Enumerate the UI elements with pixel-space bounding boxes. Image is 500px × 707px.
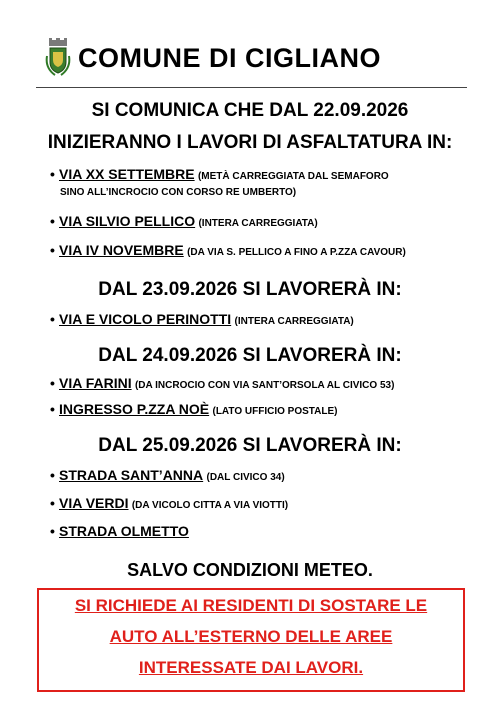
street-name: VIA E VICOLO PERINOTTI xyxy=(59,311,232,327)
street-note: (DA VIA S. PELLICO A FINO A P.ZZA CAVOUR) xyxy=(187,247,406,258)
street-name: VIA FARINI xyxy=(59,375,132,391)
street-note: (DAL CIVICO 34) xyxy=(206,472,285,483)
street-name: INGRESSO P.ZZA NOÈ xyxy=(59,401,210,417)
street-note: (INTERA CARREGGIATA) xyxy=(234,316,354,327)
list-item xyxy=(50,376,480,393)
street-name: VIA SILVIO PELLICO xyxy=(59,213,196,229)
street-note: (INTERA CARREGGIATA) xyxy=(198,218,318,229)
list-item xyxy=(50,214,480,231)
street-note: (LATO UFFICIO POSTALE) xyxy=(212,406,338,417)
street-name: STRADA SANT’ANNA xyxy=(59,467,204,483)
street-note-continued: SINO ALL’INCROCIO CON CORSO RE UMBERTO) xyxy=(60,187,297,198)
warning-line-3: INTERESSATE DAI LAVORI. xyxy=(138,658,364,677)
street-note: (DA INCROCIO CON VIA SANT’ORSOLA AL CIVICO 53) xyxy=(134,380,395,391)
bullet-icon: • xyxy=(50,495,55,511)
intro-line-1: SI COMUNICA CHE DAL 22.09.2026 xyxy=(91,100,409,121)
section-heading: DAL 24.09.2026 SI LAVORERÀ IN: xyxy=(98,345,402,366)
municipal-crest-icon xyxy=(45,38,71,78)
list-item xyxy=(50,312,480,329)
bullet-icon: • xyxy=(50,401,55,417)
weather-disclaimer: SALVO CONDIZIONI METEO. xyxy=(127,560,373,580)
street-name: VIA VERDI xyxy=(59,495,129,511)
bullet-icon: • xyxy=(50,242,55,258)
intro-line-2: INIZIERANNO I LAVORI DI ASFALTATURA IN: xyxy=(47,132,453,153)
warning-box xyxy=(37,588,465,692)
street-note: (METÀ CARREGGIATA DAL SEMAFORO xyxy=(197,171,389,182)
warning-line-2: AUTO ALL’ESTERNO DELLE AREE xyxy=(109,627,393,646)
bullet-icon: • xyxy=(50,311,55,327)
section-heading: DAL 25.09.2026 SI LAVORERÀ IN: xyxy=(98,435,402,456)
list-item xyxy=(50,524,480,541)
list-item xyxy=(50,243,480,260)
list-item xyxy=(50,496,480,513)
section-heading: DAL 23.09.2026 SI LAVORERÀ IN: xyxy=(98,279,402,300)
bullet-icon: • xyxy=(50,166,55,182)
list-item xyxy=(50,167,480,200)
street-name: VIA XX SETTEMBRE xyxy=(59,166,195,182)
warning-line-1: SI RICHIEDE AI RESIDENTI DI SOSTARE LE xyxy=(74,596,428,615)
list-item xyxy=(50,402,480,419)
header xyxy=(0,38,500,88)
page-title: COMUNE DI CIGLIANO xyxy=(78,43,381,73)
bullet-icon: • xyxy=(50,213,55,229)
divider xyxy=(36,87,467,88)
list-item xyxy=(50,468,480,485)
street-name: STRADA OLMETTO xyxy=(59,523,189,539)
street-note: (DA VICOLO CITTA A VIA VIOTTI) xyxy=(131,500,289,511)
bullet-icon: • xyxy=(50,375,55,391)
bullet-icon: • xyxy=(50,523,55,539)
bullet-icon: • xyxy=(50,467,55,483)
street-name: VIA IV NOVEMBRE xyxy=(59,242,184,258)
